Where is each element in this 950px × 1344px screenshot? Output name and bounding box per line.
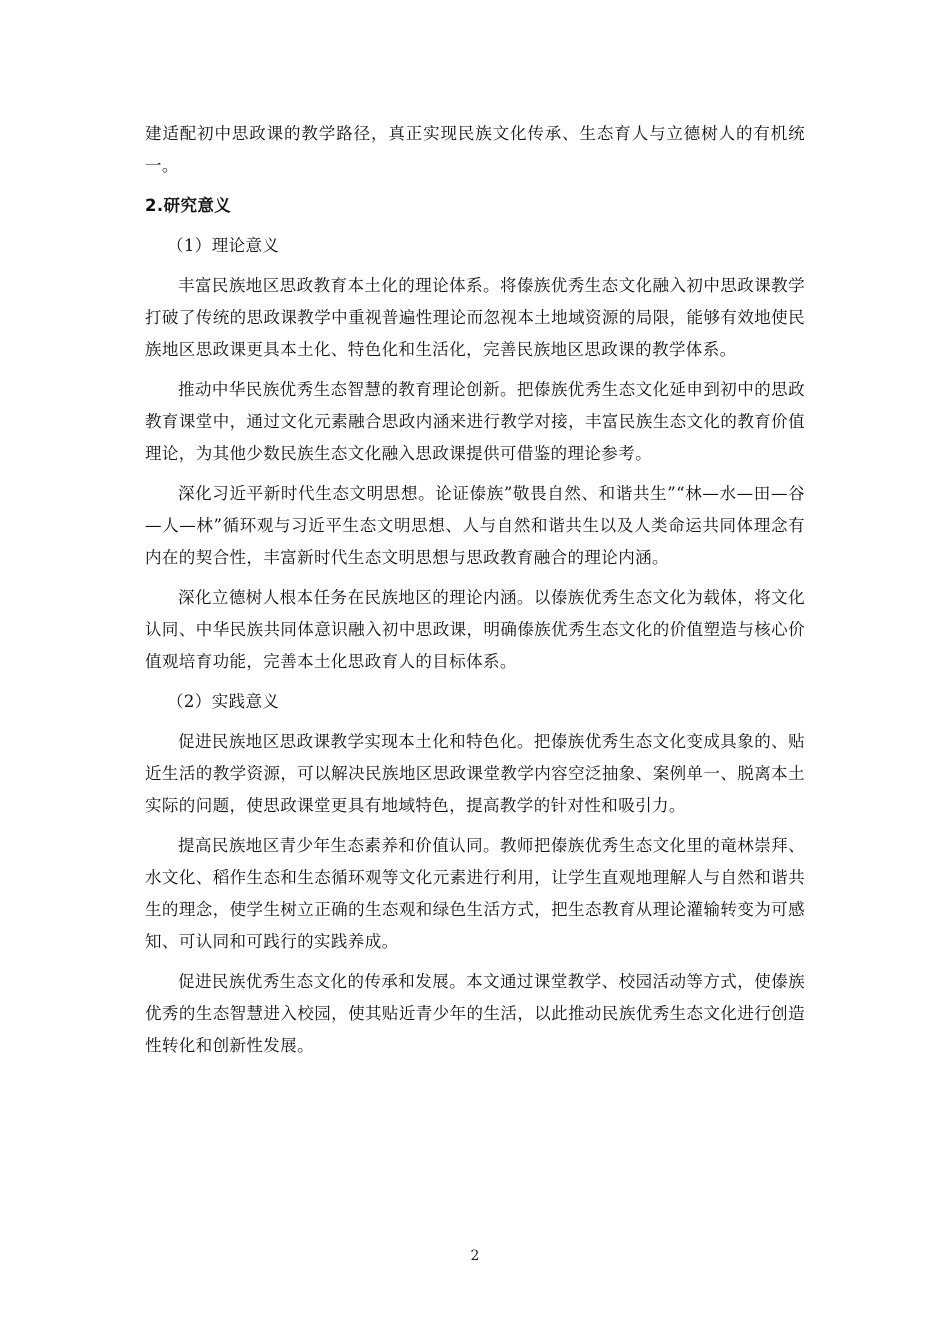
continuation-paragraph: 建适配初中思政课的教学路径，真正实现民族文化传承、生态育人与立德树人的有机统一。 (145, 124, 805, 175)
practice-paragraph: 提高民族地区青少年生态素养和价值认同。教师把傣族优秀生态文化里的竜林崇拜、水文化、稻作生态和生态循环观等文化元素进行利用，让学生直观地理解人与自然和谐共生的理念，使学生树立正确的生态观和绿色生活方式，把生态教育从理论灌输转变为可感知、可认同和可践行的实践养成。 (145, 836, 805, 951)
theory-paragraph: 深化习近平新时代生态文明思想。论证傣族”敬畏自然、和谐共生”“林—水—田—谷—人—林”循环观与习近平生态文明思想、人与自然和谐共生以及人类命运共同体理念有内在的契合性，丰富新时代生态文明思想与思政教育融合的理论内涵。 (145, 484, 805, 567)
practice-paragraph: 促进民族优秀生态文化的传承和发展。本文通过课堂教学、校园活动等方式，使傣族优秀的生态智慧进入校园，使其贴近青少年的生活，以此推动民族优秀生态文化进行创造性转化和创新性发展。 (145, 972, 805, 1055)
theory-paragraph: 深化立德树人根本任务在民族地区的理论内涵。以傣族优秀生态文化为载体，将文化认同、中华民族共同体意识融入初中思政课，明确傣族优秀生态文化的价值塑造与核心价值观培育功能，完善本土化思政育人的目标体系。 (145, 588, 805, 671)
theory-subheading: （1）理论意义 (167, 236, 280, 255)
section-heading: 2.研究意义 (145, 196, 232, 215)
theory-paragraph: 推动中华民族优秀生态智慧的教育理论创新。把傣族优秀生态文化延申到初中的思政教育课堂中，通过文化元素融合思政内涵来进行教学对接，丰富民族生态文化的教育价值理论，为其他少数民族生态文化融入思政课提供可借鉴的理论参考。 (145, 380, 805, 463)
page-number: 2 (470, 1248, 480, 1264)
practice-subheading: （2）实践意义 (167, 692, 280, 711)
theory-paragraph: 丰富民族地区思政教育本土化的理论体系。将傣族优秀生态文化融入初中思政课教学打破了传统的思政课教学中重视普遍性理论而忽视本土地域资源的局限，能够有效地使民族地区思政课更具本土化、特色化和生活化，完善民族地区思政课的教学体系。 (145, 276, 805, 359)
page-body (145, 118, 805, 1070)
practice-paragraph: 促进民族地区思政课教学实现本土化和特色化。把傣族优秀生态文化变成具象的、贴近生活的教学资源，可以解决民族地区思政课堂教学内容空泛抽象、案例单一、脱离本土实际的问题，使思政课堂更具有地域特色，提高教学的针对性和吸引力。 (145, 732, 805, 815)
